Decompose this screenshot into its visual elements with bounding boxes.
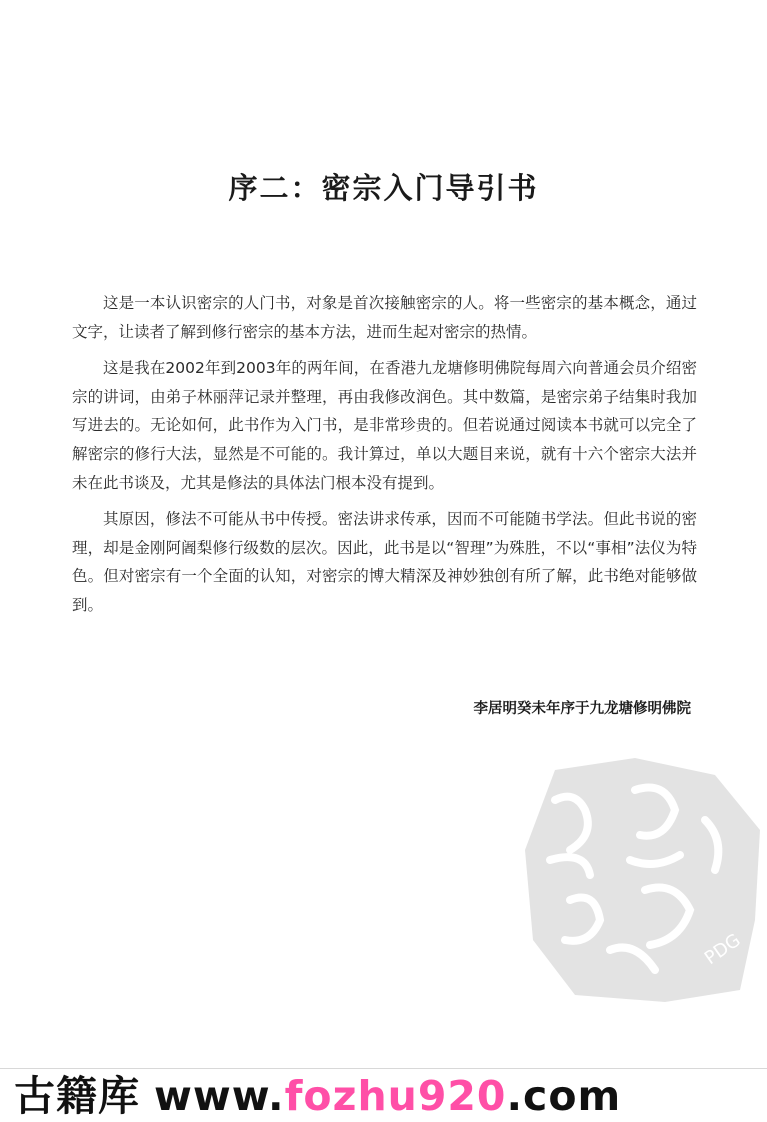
footer-url-highlight[interactable]: fozhu920 — [284, 1072, 507, 1120]
page-title: 序二：密宗入门导引书 — [228, 171, 539, 205]
paragraph-1: 这是一本认识密宗的人门书，对象是首次接触密宗的人。将一些密宗的基本概念，通过文字，让读者了解到修行密宗的基本方法，进而生起对密宗的热情。 — [72, 294, 697, 341]
paragraph-3: 其原因，修法不可能从书中传授。密法讲求传承，因而不可能随书学法。但此书说的密理，却是金刚阿阇梨修行级数的层次。因此，此书是以“智理”为殊胜，不以“事相”法仪为特色。但对密宗有一个全面的认知，对密宗的博大精深及神妙独创有所了解，此书绝对能够做到。 — [72, 510, 697, 614]
paragraph-2: 这是我在2002年到2003年的两年间，在香港九龙塘修明佛院每周六向普通会员介绍密宗的讲词，由弟子林丽萍记录并整理，再由我修改润色。其中数篇，是密宗弟子结集时我加写进去的。无论如何，此书作为入门书，是非常珍贵的。但若说通过阅读本书就可以完全了解密宗的修行大法，显然是不可能的。我计算过，单以大题目来说，就有十六个密宗大法并未在此书谈及，尤其是修法的具体法门根本没有提到。 — [72, 359, 697, 492]
site-footer — [14, 1063, 621, 1122]
seal-stamp-watermark — [515, 740, 767, 1010]
watermark-text: PDG — [700, 929, 745, 970]
author-signature: 李居明癸未年序于九龙塘修明佛院 — [473, 701, 691, 717]
preface-body — [72, 289, 697, 628]
footer-label: 古籍库 — [14, 1072, 140, 1120]
footer-url-prefix[interactable]: www. — [154, 1072, 285, 1120]
footer-url-suffix[interactable]: .com — [506, 1072, 622, 1120]
